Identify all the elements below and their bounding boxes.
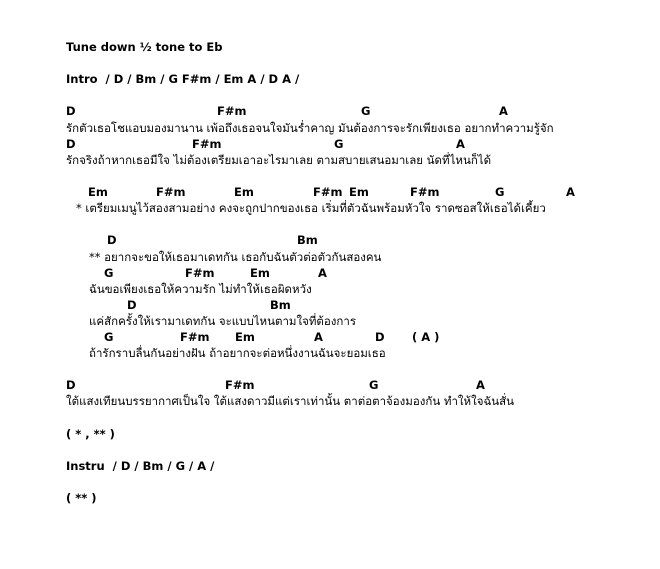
- repeat-marker: ( ** ): [66, 491, 97, 505]
- chord: A: [318, 266, 327, 280]
- chord: Bm: [270, 298, 291, 312]
- chord: F#m: [225, 378, 255, 392]
- chord: D: [127, 298, 137, 312]
- instrumental-line: Instru / D / Bm / G / A /: [66, 459, 215, 473]
- lyric-line: * เตรียมเมนูไว้สองสามอย่าง คงจะถูกปากของเธอ เริ่มที่ตัวฉันพร้อมหัวใจ ราดซอสให้เธอได้เคี้ยว: [76, 201, 546, 215]
- intro-line: Intro / D / Bm / G F#m / Em A / D A /: [66, 72, 300, 86]
- chord: F#m: [185, 266, 215, 280]
- chord: Em: [88, 185, 108, 199]
- chord: F#m: [217, 104, 247, 118]
- chord: A: [476, 378, 485, 392]
- chord: A: [499, 104, 508, 118]
- chord: D: [66, 137, 76, 151]
- repeat-marker: ( * , ** ): [66, 427, 115, 441]
- chord: D: [66, 104, 76, 118]
- chord: F#m: [156, 185, 186, 199]
- chord: G: [334, 137, 344, 151]
- lyric-line: รักตัวเธอโชแอบมองมานาน เพ้อถึงเธอจนใจมันร่ำคาญ มันต้องการจะรักเพียงเธอ อยากทำความรู้จัก: [66, 121, 554, 135]
- chord: F#m: [410, 185, 440, 199]
- chord: G: [495, 185, 505, 199]
- chord: Bm: [297, 233, 318, 247]
- chord: A: [456, 137, 465, 151]
- chord: Em: [250, 266, 270, 280]
- chord: G: [104, 266, 114, 280]
- chord: A: [566, 185, 575, 199]
- lyric-line: ใต้แสงเทียนบรรยากาศเป็นใจ ใต้แสงดาวมีแต่เราเท่านั้น ตาต่อตาจ้องมองกัน ทำให้ใจฉันสั่น: [66, 394, 515, 408]
- chord: G: [369, 378, 379, 392]
- chord: Em: [234, 185, 254, 199]
- chord: F#m: [180, 330, 210, 344]
- chord: A: [314, 330, 323, 344]
- tuning-note: Tune down ½ tone to Eb: [66, 40, 223, 54]
- chord: Em: [235, 330, 255, 344]
- lyric-line: รักจริงถ้าหากเธอมีใจ ไม่ต้องเตรียมเอาอะไรมาเลย ตามสบายเสนอมาเลย นัดที่ไหนก็ได้: [66, 153, 492, 167]
- chord: ( A ): [412, 330, 440, 344]
- lyric-line: แค่สักครั้งให้เรามาเดทกัน จะแบบไหนตามใจที่ต้องการ: [89, 314, 357, 328]
- chord: D: [66, 378, 76, 392]
- chord: G: [104, 330, 114, 344]
- chord: F#m: [313, 185, 343, 199]
- lyric-line: ** อยากจะขอให้เธอมาเดทกัน เธอกับฉันตัวต่อตัวกันสองคน: [89, 250, 382, 264]
- lyric-line: ฉันขอเพียงเธอให้ความรัก ไม่ทำให้เธอผิดหวัง: [89, 282, 312, 296]
- chord: G: [361, 104, 371, 118]
- chord: D: [107, 233, 117, 247]
- lyric-line: ถ้ารักราบลื่นกันอย่างฝัน ถ้าอยากจะต่อหนึ่งงานฉันจะยอมเธอ: [89, 346, 386, 360]
- chord: Em: [349, 185, 369, 199]
- chord: F#m: [192, 137, 222, 151]
- chord: D: [375, 330, 385, 344]
